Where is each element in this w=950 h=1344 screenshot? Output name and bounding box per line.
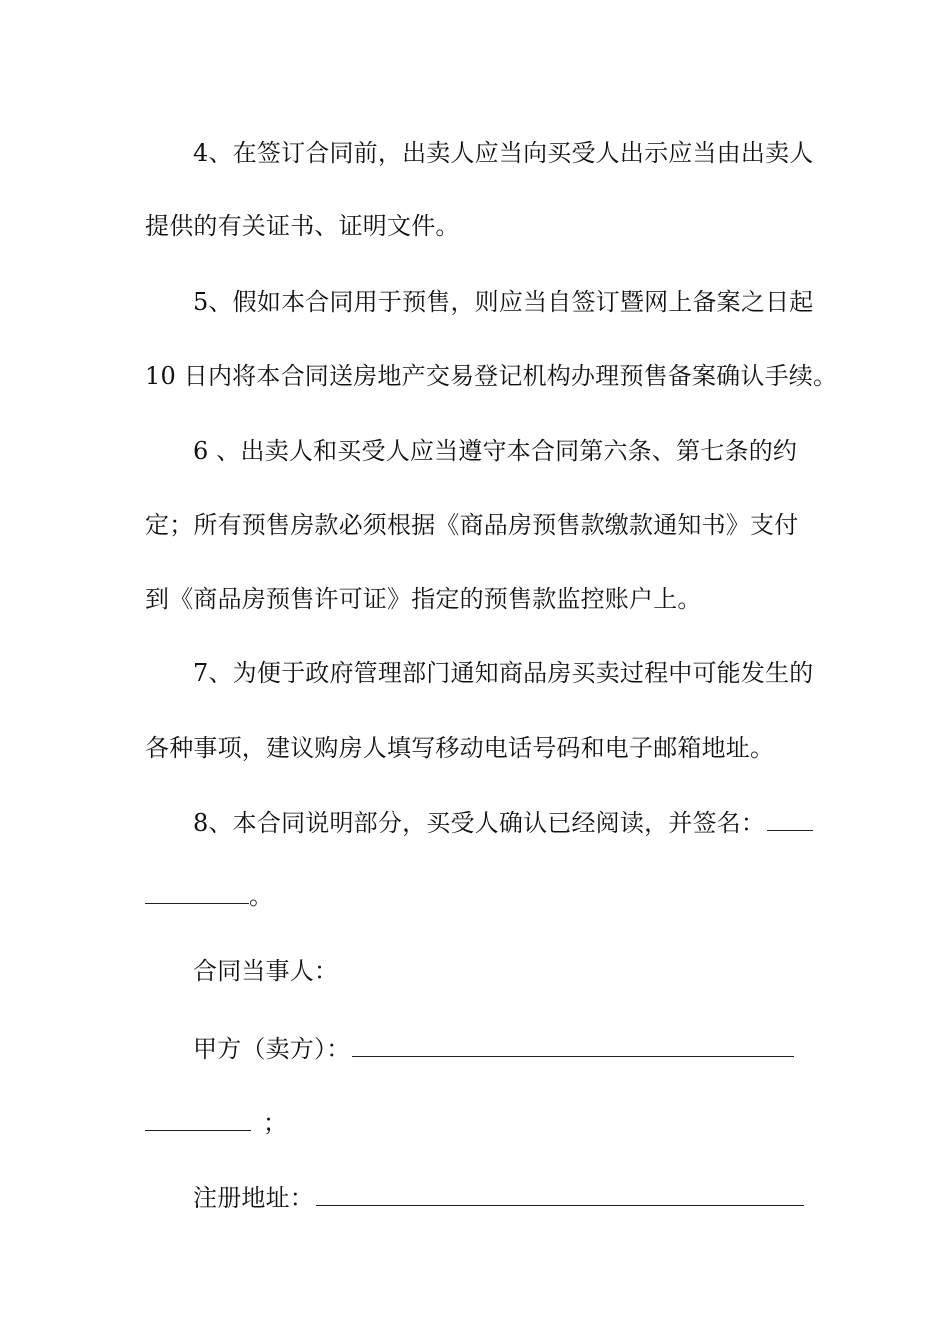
signature-blank-end[interactable]: [145, 881, 249, 904]
signature-blank-start[interactable]: [767, 808, 813, 831]
party-a-line: [193, 1034, 810, 1064]
paragraph-8-line-1: [193, 808, 810, 838]
address-line: [193, 1183, 810, 1213]
party-a-end: ；: [263, 1109, 288, 1137]
parties-heading: 合同当事人：: [193, 957, 339, 985]
paragraph-6-line-3: 到《商品房预售许可证》指定的预售款监控账户上。: [145, 585, 702, 613]
paragraph-7-line-1: 7、为便于政府管理部门通知商品房买卖过程中可能发生的: [193, 659, 814, 687]
paragraph-6-line-2: 定；所有预售房款必须根据《商品房预售款缴款通知书》支付: [145, 511, 799, 539]
paragraph-8-end: 。: [249, 882, 274, 910]
address-label: 注册地址：: [193, 1184, 314, 1212]
paragraph-4-line-2: 提供的有关证书、证明文件。: [145, 212, 460, 240]
party-a-label: 甲方（卖方）：: [193, 1035, 351, 1063]
address-blank[interactable]: [316, 1183, 804, 1206]
paragraph-4-line-1: 4、在签订合同前，出卖人应当向买受人出示应当由出卖人: [193, 139, 814, 167]
paragraph-8-line-2: [145, 881, 810, 911]
party-a-line-2: [145, 1108, 810, 1138]
paragraph-8-text: 8、本合同说明部分，买受人确认已经阅读，并签名：: [193, 809, 766, 837]
party-a-name-blank-cont[interactable]: [145, 1108, 251, 1131]
paragraph-5-line-1: 5、假如本合同用于预售，则应当自签订暨网上备案之日起: [193, 288, 814, 316]
paragraph-5-line-2: 10 日内将本合同送房地产交易登记机构办理预售备案确认手续。: [145, 362, 838, 390]
party-a-name-blank[interactable]: [352, 1034, 794, 1057]
paragraph-6-line-1: 6 、出卖人和买受人应当遵守本合同第六条、第七条的约: [193, 437, 798, 465]
paragraph-7-line-2: 各种事项，建议购房人填写移动电话号码和电子邮箱地址。: [145, 734, 775, 762]
